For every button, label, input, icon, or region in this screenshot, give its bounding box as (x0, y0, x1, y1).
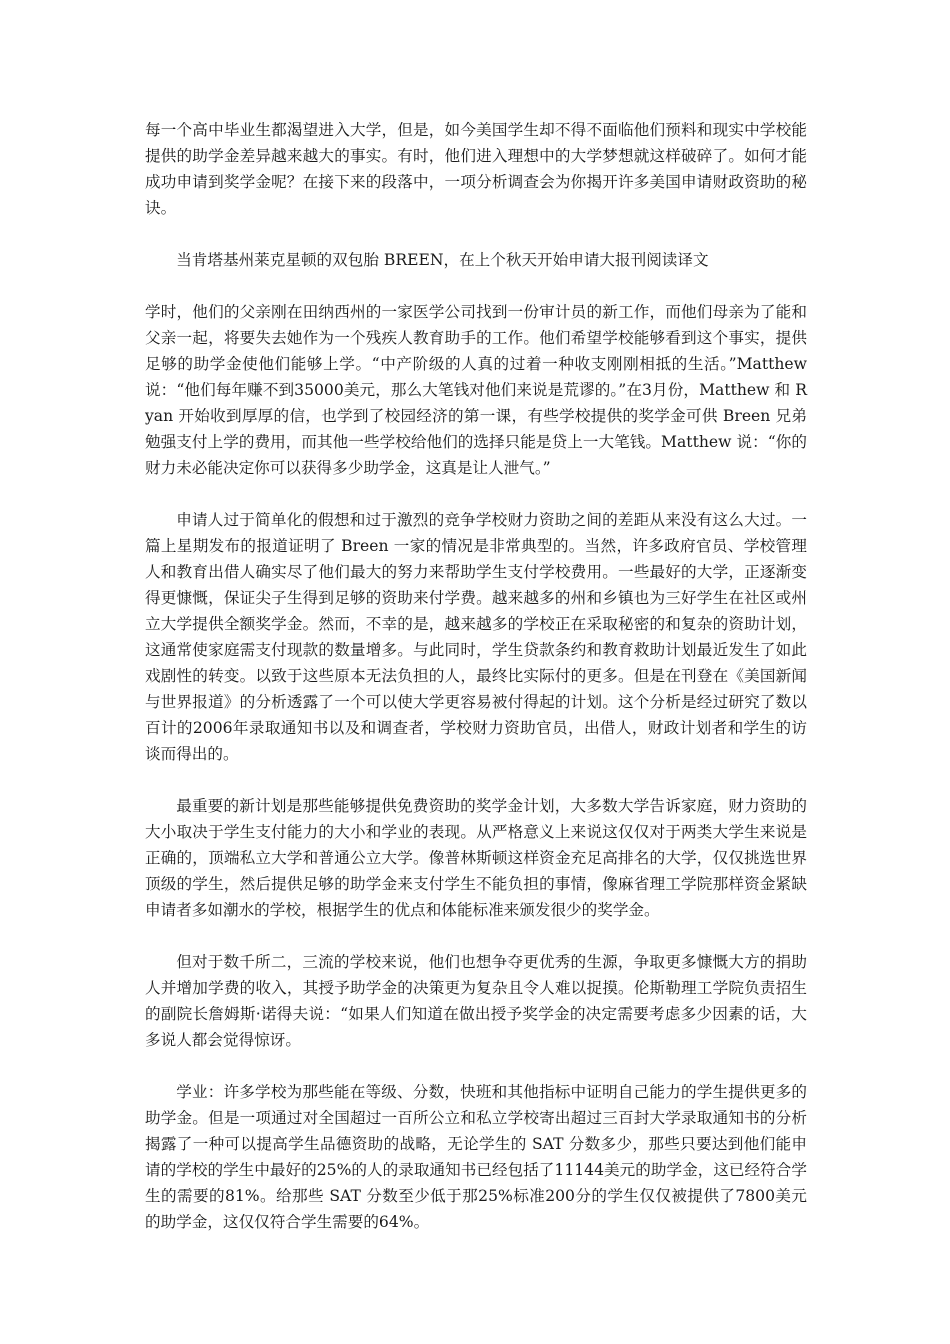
academics-paragraph: 学业：许多学校为那些能在等级、分数，快班和其他指标中证明自己能力的学生提供更多的助学金。但是一项通过对全国超过一百所公立和私立学校寄出超过三百封大学录取通知书的分析揭露了一种可以提高学生品德资助的战略，无论学生的 SAT 分数多少，那些只要达到他们能申请的学校的学生中最好的25%的人的录取通知书已经包括了11144美元的助学金，这已经符合学生的需要的81%。给那些 SAT 分数至少低于那25%标准200分的学生仅仅被提供了7800美元的助学金，这仅仅符合学生需要的64%。 (145, 1083, 807, 1231)
gap-analysis-paragraph: 申请人过于简单化的假想和过于激烈的竞争学校财力资助之间的差距从来没有这么大过。一篇上星期发布的报道证明了 Breen 一家的情况是非常典型的。当然，许多政府官员、学校管理人和教育出借人确实尽了他们最大的努力来帮助学生支付学校费用。一些最好的大学，正逐渐变得更慷慨，保证尖子生得到足够的资助来付学费。越来越多的州和乡镇也为三好学生在社区或州立大学提供全额奖学金。然而，不幸的是，越来越多的学校正在采取秘密的和复杂的资助计划，这通常使家庭需支付现款的数量增多。与此同时，学生贷款条约和教育救助计划最近发生了如此戏剧性的转变。以致于这些原本无法负担的人，最终比实际付的更多。但是在刊登在《美国新闻与世界报道》的分析透露了一个可以使大学更容易被付得起的计划。这个分析是经过研究了数以百计的2006年录取通知书以及和调查者，学校财力资助官员，出借人，财政计划者和学生的访谈而得出的。 (145, 511, 807, 763)
intro-paragraph: 每一个高中毕业生都渴望进入大学，但是，如今美国学生却不得不面临他们预料和现实中学校能提供的助学金差异越来越大的事实。有时，他们进入理想中的大学梦想就这样破碎了。如何才能成功申请到奖学金呢？在接下来的段落中，一项分析调查会为你揭开许多美国申请财政资助的秘诀。 (145, 121, 807, 217)
second-tier-schools-paragraph: 但对于数千所二，三流的学校来说，他们也想争夺更优秀的生源，争取更多慷慨大方的捐助人并增加学费的收入，其授予助学金的决策更为复杂且令人难以捉摸。伦斯勒理工学院负责招生的副院长詹姆斯·诺得夫说：“如果人们知道在做出授予奖学金的决定需要考虑多少因素的话，大多说人都会觉得惊讶。 (145, 953, 807, 1049)
free-aid-plan-paragraph: 最重要的新计划是那些能够提供免费资助的奖学金计划，大多数大学告诉家庭，财力资助的大小取决于学生支付能力的大小和学业的表现。从严格意义上来说这仅仅对于两类大学生来说是正确的，顶端私立大学和普通公立大学。像普林斯顿这样资金充足高排名的大学，仅仅挑选世界顶级的学生，然后提供足够的助学金来支付学生不能负担的事情，像麻省理工学院那样资金紧缺申请者多如潮水的学校，根据学生的优点和体能标准来颁发很少的奖学金。 (145, 797, 807, 919)
article-body (145, 117, 807, 1261)
breen-story-paragraph: 学时，他们的父亲刚在田纳西州的一家医学公司找到一份审计员的新工作，而他们母亲为了能和父亲一起，将要失去她作为一个残疾人教育助手的工作。他们希望学校能够看到这个事实，提供足够的助学金使他们能够上学。“中产阶级的人真的过着一种收支刚刚相抵的生活。”Matthew 说：“他们每年赚不到35000美元，那么大笔钱对他们来说是荒谬的。”在3月份，Matthew 和 Ryan 开始收到厚厚的信，也学到了校园经济的第一课，有些学校提供的奖学金可供 Breen 兄弟勉强支付上学的费用，而其他一些学校给他们的选择只能是贷上一大笔钱。Matthew 说：“你的财力未必能决定你可以获得多少助学金，这真是让人泄气。” (145, 303, 807, 477)
breen-lead-line: 当肯塔基州莱克星顿的双包胎 BREEN，在上个秋天开始申请大报刊阅读译文 (176, 251, 709, 269)
